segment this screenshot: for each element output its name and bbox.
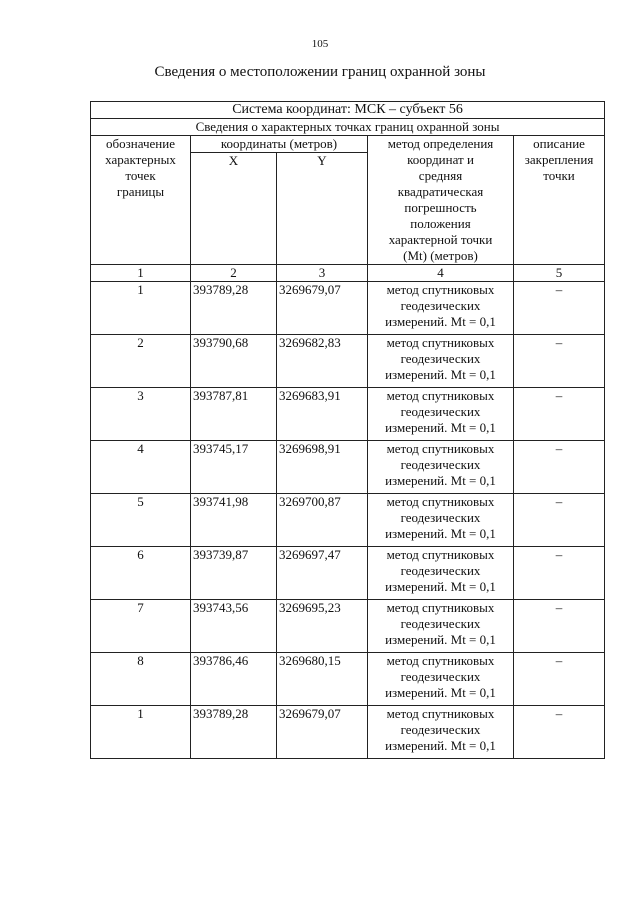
- description-cell: –: [514, 547, 605, 600]
- description-cell: –: [514, 335, 605, 388]
- coord-y: 3269679,07: [277, 282, 368, 335]
- method-line: метод спутниковых: [386, 653, 495, 668]
- method-line: измерений. Mt = 0,1: [385, 420, 496, 435]
- coord-y: 3269680,15: [277, 653, 368, 706]
- method-line: метод спутниковых: [386, 706, 495, 721]
- method-line: геодезических: [400, 563, 481, 578]
- coord-y: 3269682,83: [277, 335, 368, 388]
- point-id: 6: [91, 547, 191, 600]
- method-cell: [368, 441, 514, 494]
- header-method-line: средняя: [418, 168, 463, 183]
- point-id: 2: [91, 335, 191, 388]
- table-row: [91, 653, 605, 706]
- coord-x: 393787,81: [191, 388, 277, 441]
- header-method-line: положения: [410, 216, 471, 231]
- method-line: геодезических: [400, 351, 481, 366]
- method-line: измерений. Mt = 0,1: [385, 314, 496, 329]
- header-point-line: границы: [116, 184, 165, 199]
- header-coords: координаты (метров): [191, 136, 368, 153]
- header-x: X: [191, 153, 277, 265]
- coord-y: 3269700,87: [277, 494, 368, 547]
- method-cell: [368, 547, 514, 600]
- method-cell: [368, 600, 514, 653]
- method-line: измерений. Mt = 0,1: [385, 473, 496, 488]
- point-id: 7: [91, 600, 191, 653]
- method-line: измерений. Mt = 0,1: [385, 685, 496, 700]
- point-id: 1: [91, 282, 191, 335]
- column-number: 2: [191, 265, 277, 282]
- method-cell: [368, 494, 514, 547]
- coordinate-system-row: [91, 102, 605, 119]
- coord-y: 3269679,07: [277, 706, 368, 759]
- method-line: измерений. Mt = 0,1: [385, 526, 496, 541]
- description-cell: –: [514, 706, 605, 759]
- table-row: [91, 282, 605, 335]
- coordinate-system: Система координат: МСК – субъект 56: [91, 102, 605, 119]
- column-number: 4: [368, 265, 514, 282]
- column-number: 3: [277, 265, 368, 282]
- point-id: 1: [91, 706, 191, 759]
- coord-x: 393741,98: [191, 494, 277, 547]
- table-subtitle: Сведения о характерных точках границ охранной зоны: [91, 119, 605, 136]
- header-point: [91, 136, 191, 265]
- point-id: 8: [91, 653, 191, 706]
- coord-x: 393745,17: [191, 441, 277, 494]
- header-row: [91, 136, 605, 153]
- method-cell: [368, 388, 514, 441]
- header-description: [514, 136, 605, 265]
- method-cell: [368, 653, 514, 706]
- table-subtitle-row: [91, 119, 605, 136]
- coord-y: 3269683,91: [277, 388, 368, 441]
- table-row: [91, 600, 605, 653]
- header-method-line: погрешность: [404, 200, 477, 215]
- point-id: 4: [91, 441, 191, 494]
- description-cell: –: [514, 494, 605, 547]
- method-line: геодезических: [400, 616, 481, 631]
- description-cell: –: [514, 600, 605, 653]
- method-line: метод спутниковых: [386, 547, 495, 562]
- coord-x: 393743,56: [191, 600, 277, 653]
- method-line: метод спутниковых: [386, 388, 495, 403]
- header-method-line: (Mt) (метров): [403, 248, 478, 263]
- coord-x: 393739,87: [191, 547, 277, 600]
- header-point-line: обозначение: [106, 136, 175, 151]
- page-number: 105: [311, 38, 329, 50]
- method-line: измерений. Mt = 0,1: [385, 367, 496, 382]
- table-row: [91, 547, 605, 600]
- coord-y: 3269698,91: [277, 441, 368, 494]
- method-line: измерений. Mt = 0,1: [385, 579, 496, 594]
- header-method-line: характерной точки: [388, 232, 493, 247]
- header-point-line: точек: [125, 168, 156, 183]
- method-cell: [368, 282, 514, 335]
- method-line: геодезических: [400, 510, 481, 525]
- table-row: [91, 706, 605, 759]
- point-id: 3: [91, 388, 191, 441]
- coord-x: 393789,28: [191, 282, 277, 335]
- method-line: геодезических: [400, 722, 481, 737]
- method-cell: [368, 706, 514, 759]
- document-title: Сведения о местоположении границ охранной зоны: [154, 64, 486, 80]
- column-number: 1: [91, 265, 191, 282]
- header-method-line: квадратическая: [397, 184, 484, 199]
- header-description-line: закрепления: [524, 152, 594, 167]
- table-row: [91, 441, 605, 494]
- point-id: 5: [91, 494, 191, 547]
- table-row: [91, 335, 605, 388]
- method-line: геодезических: [400, 404, 481, 419]
- method-line: измерений. Mt = 0,1: [385, 738, 496, 753]
- header-method-line: метод определения: [387, 136, 494, 151]
- description-cell: –: [514, 388, 605, 441]
- coord-x: 393789,28: [191, 706, 277, 759]
- method-line: метод спутниковых: [386, 600, 495, 615]
- description-cell: –: [514, 653, 605, 706]
- column-numbers-row: [91, 265, 605, 282]
- method-line: геодезических: [400, 298, 481, 313]
- method-line: метод спутниковых: [386, 282, 495, 297]
- method-line: измерений. Mt = 0,1: [385, 632, 496, 647]
- description-cell: –: [514, 282, 605, 335]
- method-line: метод спутниковых: [386, 335, 495, 350]
- header-description-line: описание: [533, 136, 585, 151]
- boundary-points-table: [90, 101, 605, 759]
- header-y: Y: [277, 153, 368, 265]
- column-number: 5: [514, 265, 605, 282]
- coord-y: 3269695,23: [277, 600, 368, 653]
- table-row: [91, 494, 605, 547]
- method-cell: [368, 335, 514, 388]
- method-line: метод спутниковых: [386, 441, 495, 456]
- method-line: геодезических: [400, 457, 481, 472]
- coord-y: 3269697,47: [277, 547, 368, 600]
- coord-x: 393786,46: [191, 653, 277, 706]
- header-method: [368, 136, 514, 265]
- header-description-line: точки: [543, 168, 575, 183]
- header-method-line: координат и: [407, 152, 474, 167]
- coord-x: 393790,68: [191, 335, 277, 388]
- header-point-line: характерных: [105, 152, 176, 167]
- method-line: метод спутниковых: [386, 494, 495, 509]
- method-line: геодезических: [400, 669, 481, 684]
- table-row: [91, 388, 605, 441]
- description-cell: –: [514, 441, 605, 494]
